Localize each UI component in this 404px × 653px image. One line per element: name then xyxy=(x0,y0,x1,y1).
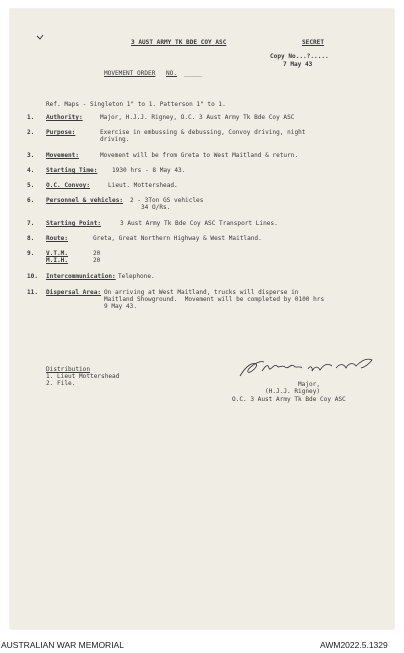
para-text: Telephone. xyxy=(118,273,155,280)
map-reference: Ref. Maps - Singleton 1" to 1. Patterson 1" to 1. xyxy=(46,101,226,108)
para-number: 10. xyxy=(27,273,39,280)
para-label-authority: Authority: xyxy=(46,114,83,121)
order-date: 7 May 43 xyxy=(283,61,313,68)
copy-number: Copy No...?..... xyxy=(270,53,329,60)
signatory-name: (H.J.J. Rigney) xyxy=(265,388,321,395)
para-number: 1. xyxy=(27,114,35,121)
caption-bar xyxy=(0,636,404,653)
handwritten-signature xyxy=(236,354,378,380)
para-number: 5. xyxy=(27,182,35,189)
para-number: 9. xyxy=(27,250,35,257)
para-text: Movement will be from Greta to West Maitland & return. xyxy=(100,152,299,159)
para-text: Major, H.J.J. Rigney, O.C. 3 Aust Army Tk Bde Coy ASC xyxy=(100,114,295,121)
distribution-item: 1. Lieut Mottershead xyxy=(46,373,120,380)
para-label-route: Route: xyxy=(46,235,69,242)
handwritten-tick-icon xyxy=(36,33,44,41)
para-text: 20 xyxy=(93,257,101,264)
para-number: 8. xyxy=(27,235,35,242)
para-text: 1930 hrs - 8 May 43. xyxy=(112,167,186,174)
para-label-personnel: Personnel & vehicles: xyxy=(46,197,124,204)
para-label-oc-convoy: O.C. Convoy: xyxy=(46,182,91,189)
para-number: 3. xyxy=(27,152,35,159)
para-label-starting-point: Starting Point: xyxy=(46,220,102,227)
para-label-purpose: Purpose: xyxy=(46,129,76,136)
para-text: Maitland Showground. Movement will be completed by 0100 hrs xyxy=(104,296,325,303)
para-text: On arriving at West Maitland, trucks will disperse in xyxy=(104,289,299,296)
para-number: 4. xyxy=(27,167,35,174)
order-number-label: NO. xyxy=(166,70,178,77)
para-label-starting-time: Starting Time: xyxy=(46,167,98,174)
para-text: driving. xyxy=(100,136,130,143)
para-text: 3 Aust Army Tk Bde Coy ASC Transport Lines. xyxy=(120,220,278,227)
para-text: Exercise in embussing & debussing, Convoy driving, night xyxy=(100,129,306,136)
para-label-mih: M.I.H. xyxy=(46,257,69,264)
para-number: 6. xyxy=(27,197,35,204)
classification-label: SECRET xyxy=(302,39,325,46)
para-number: 11. xyxy=(27,289,39,296)
para-number: 2. xyxy=(27,129,35,136)
para-text: 9 May 43. xyxy=(104,303,138,310)
unit-heading: 3 AUST ARMY TK BDE COY ASC xyxy=(131,39,227,46)
signatory-appointment: O.C. 3 Aust Army Tk Bde Coy ASC xyxy=(232,396,346,403)
signatory-rank: Major, xyxy=(298,381,321,388)
para-number: 7. xyxy=(27,220,35,227)
accession-number: AWM2022.5.1329 xyxy=(320,640,388,650)
para-label-movement: Movement: xyxy=(46,152,80,159)
para-text: 2 - 3Ton GS vehicles xyxy=(130,197,204,204)
para-label-vtm: V.T.M. xyxy=(46,250,69,257)
para-text: Greta, Great Northern Highway & West Maitland. xyxy=(93,235,262,242)
para-text: 34 O/Rs. xyxy=(130,204,171,211)
para-label-dispersal-area: Dispersal Area: xyxy=(46,289,102,296)
distribution-title: Distribution xyxy=(46,366,91,373)
order-number-blank: _____ xyxy=(184,70,203,77)
para-text: 20 xyxy=(93,250,101,257)
distribution-item: 2. File. xyxy=(46,380,76,387)
para-label-intercommunication: Intercommunication: xyxy=(46,273,116,280)
para-text: Lieut. Mottershead. xyxy=(108,182,178,189)
order-title: MOVEMENT ORDER xyxy=(104,70,156,77)
institution-name: AUSTRALIAN WAR MEMORIAL xyxy=(1,640,124,650)
